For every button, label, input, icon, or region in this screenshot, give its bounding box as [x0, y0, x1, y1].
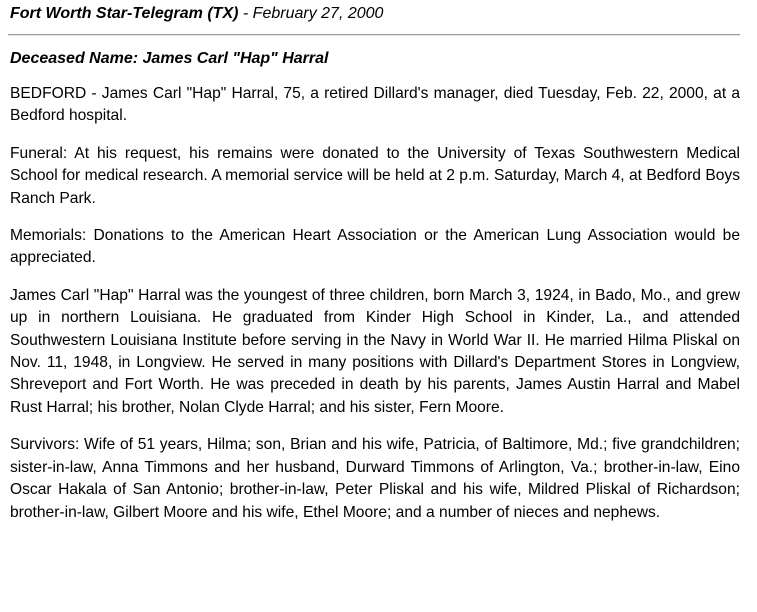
deceased-label: Deceased Name: [10, 50, 143, 67]
paragraph-survivors: Survivors: Wife of 51 years, Hilma; son, Brian and his wife, Patricia, of Baltimore, Md.; five grandchildren; sister-in-law, Anna Timmons and her husband, Durward Timmons of Arlington, Va.; brother-in-law, Eino Oscar Hakala of San Antonio; brother-in-law, Peter Pliskal and his wife, Mildred Pliskal of Richardson; brother-in-law, Gilbert Moore and his wife, Ethel Moore; and a number of nieces and nephews. [10, 436, 740, 521]
publication-name: Fort Worth Star-Telegram (TX) [10, 5, 239, 22]
paragraph-memorials: Memorials: Donations to the American Heart Association or the American Lung Association would be appreciated. [10, 227, 740, 267]
obituary-body [10, 83, 740, 524]
paragraph-death-notice: BEDFORD - James Carl "Hap" Harral, 75, a retired Dillard's manager, died Tuesday, Feb. 22, 2000, at a Bedford hospital. [10, 85, 740, 125]
source-header [10, 4, 740, 28]
header-separator: - [238, 5, 253, 22]
deceased-name: James Carl "Hap" Harral [142, 50, 329, 67]
paragraph-biography: James Carl "Hap" Harral was the youngest of three children, born March 3, 1924, in Bado, Mo., and grew up in northern Louisiana. He graduated from Kinder High School in Kinder, La., and attended Southwestern Louisiana Institute before serving in the Navy in World War II. He married Hilma Pliskal on Nov. 11, 1948, in Longview. He served in many positions with Dillard's Department Stores in Longview, Shreveport and Fort Worth. He was preceded in death by his parents, James Austin Harral and Mabel Rust Harral; his brother, Nolan Clyde Harral; and his sister, Fern Moore. [10, 286, 740, 416]
publication-date: February 27, 2000 [252, 5, 384, 22]
obituary-page [0, 4, 757, 612]
header-divider [8, 34, 740, 36]
paragraph-funeral: Funeral: At his request, his remains were donated to the University of Texas Southwestern Medical School for medical research. A memorial service will be held at 2 p.m. Saturday, March 4, at Bedford Boys Ranch Park. [10, 144, 740, 207]
deceased-heading [10, 49, 740, 69]
